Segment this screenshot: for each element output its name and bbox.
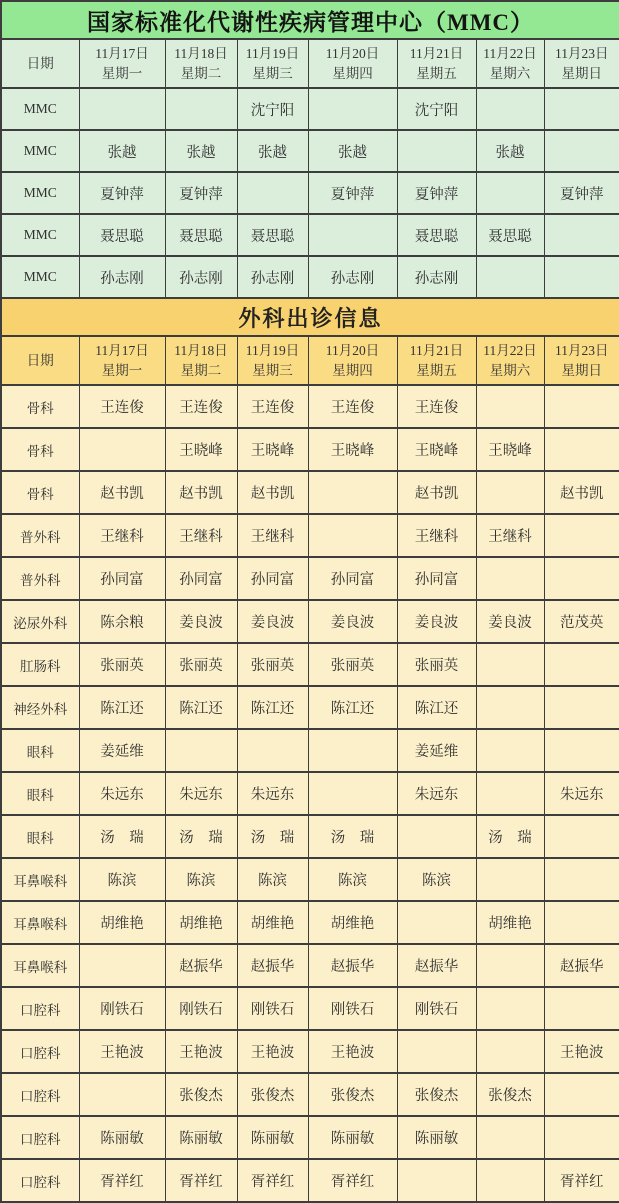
doctor-cell: 张丽英 <box>165 643 237 686</box>
doctor-cell <box>476 471 544 514</box>
doctor-cell: 陈丽敏 <box>308 1116 397 1159</box>
doctor-cell <box>544 858 619 901</box>
doctor-cell: 陈余粮 <box>79 600 165 643</box>
schedule-row <box>1 987 619 1030</box>
doctor-cell <box>308 88 397 130</box>
doctor-cell <box>544 1073 619 1116</box>
doctor-cell: 沈宁阳 <box>237 88 308 130</box>
doctor-cell <box>165 88 237 130</box>
date-text: 11月21日 <box>398 44 476 64</box>
date-text: 11月23日 <box>545 44 619 64</box>
weekday-text: 星期四 <box>309 361 397 381</box>
schedule-row <box>1 643 619 686</box>
schedule-row <box>1 557 619 600</box>
doctor-cell: 沈宁阳 <box>397 88 476 130</box>
doctor-cell <box>544 815 619 858</box>
doctor-cell: 王连俊 <box>237 385 308 428</box>
schedule-row <box>1 1159 619 1202</box>
surgery-section-title-row <box>1 298 619 336</box>
doctor-cell: 陈江还 <box>165 686 237 729</box>
doctor-cell: 姜良波 <box>476 600 544 643</box>
mmc-section-title-row <box>1 1 619 39</box>
doctor-cell: 陈江还 <box>237 686 308 729</box>
doctor-cell <box>476 729 544 772</box>
dept-cell: 普外科 <box>1 557 79 600</box>
doctor-cell: 胡维艳 <box>79 901 165 944</box>
date-header-cell <box>544 39 619 88</box>
doctor-cell <box>544 901 619 944</box>
date-header-cell <box>476 336 544 385</box>
date-header-cell <box>165 336 237 385</box>
doctor-cell: 王晓峰 <box>237 428 308 471</box>
weekday-text: 星期四 <box>309 64 397 84</box>
doctor-cell <box>79 88 165 130</box>
weekday-text: 星期五 <box>398 64 476 84</box>
date-header-cell <box>79 39 165 88</box>
doctor-cell: 刚铁石 <box>397 987 476 1030</box>
doctor-cell: 刚铁石 <box>308 987 397 1030</box>
schedule-row <box>1 471 619 514</box>
doctor-cell: 朱远东 <box>79 772 165 815</box>
schedule-row <box>1 256 619 298</box>
doctor-cell: 朱远东 <box>165 772 237 815</box>
doctor-cell: 孙志刚 <box>397 256 476 298</box>
doctor-cell: 王继科 <box>165 514 237 557</box>
doctor-cell <box>308 729 397 772</box>
dept-cell: 耳鼻喉科 <box>1 901 79 944</box>
doctor-cell: 王晓峰 <box>165 428 237 471</box>
schedule-row <box>1 428 619 471</box>
doctor-cell: 聂思聪 <box>165 214 237 256</box>
doctor-cell: 姜良波 <box>165 600 237 643</box>
dept-cell: 口腔科 <box>1 987 79 1030</box>
doctor-cell <box>476 172 544 214</box>
doctor-cell: 张俊杰 <box>397 1073 476 1116</box>
mmc-section-title: 国家标准化代谢性疾病管理中心（MMC） <box>1 1 619 39</box>
doctor-cell: 聂思聪 <box>476 214 544 256</box>
weekday-text: 星期日 <box>545 361 619 381</box>
schedule-row <box>1 901 619 944</box>
dept-cell: 泌尿外科 <box>1 600 79 643</box>
doctor-cell: 张丽英 <box>237 643 308 686</box>
doctor-cell: 夏钟萍 <box>79 172 165 214</box>
doctor-cell: 王晓峰 <box>308 428 397 471</box>
doctor-cell <box>397 130 476 172</box>
doctor-cell: 王晓峰 <box>476 428 544 471</box>
doctor-cell: 王继科 <box>79 514 165 557</box>
doctor-cell: 王连俊 <box>79 385 165 428</box>
doctor-cell <box>397 1030 476 1073</box>
doctor-cell: 陈丽敏 <box>79 1116 165 1159</box>
weekday-text: 星期二 <box>166 361 237 381</box>
date-text: 11月17日 <box>80 341 165 361</box>
doctor-cell <box>476 858 544 901</box>
date-header-row <box>1 336 619 385</box>
doctor-cell <box>476 256 544 298</box>
schedule-row <box>1 858 619 901</box>
doctor-cell: 陈滨 <box>308 858 397 901</box>
doctor-cell <box>476 987 544 1030</box>
date-text: 11月18日 <box>166 44 237 64</box>
date-header-cell <box>165 39 237 88</box>
doctor-cell: 王继科 <box>476 514 544 557</box>
doctor-cell: 张丽英 <box>308 643 397 686</box>
doctor-cell: 张丽英 <box>79 643 165 686</box>
doctor-cell: 张越 <box>476 130 544 172</box>
weekday-text: 星期日 <box>545 64 619 84</box>
date-header-cell <box>308 336 397 385</box>
doctor-cell: 孙同富 <box>397 557 476 600</box>
schedule-row <box>1 729 619 772</box>
date-label-cell: 日期 <box>1 336 79 385</box>
dept-cell: 眼科 <box>1 729 79 772</box>
doctor-cell: 聂思聪 <box>79 214 165 256</box>
doctor-cell: 孙同富 <box>165 557 237 600</box>
dept-cell: MMC <box>1 130 79 172</box>
dept-cell: 骨科 <box>1 471 79 514</box>
doctor-cell <box>476 557 544 600</box>
weekday-text: 星期五 <box>398 361 476 381</box>
schedule-table-body <box>1 1 619 1202</box>
doctor-cell: 陈滨 <box>165 858 237 901</box>
doctor-cell: 胡维艳 <box>165 901 237 944</box>
date-header-row <box>1 39 619 88</box>
doctor-cell <box>544 729 619 772</box>
doctor-cell: 姜延维 <box>79 729 165 772</box>
doctor-cell: 胥祥红 <box>544 1159 619 1202</box>
doctor-cell: 陈江还 <box>79 686 165 729</box>
doctor-cell: 张越 <box>165 130 237 172</box>
date-header-cell <box>237 336 308 385</box>
doctor-cell <box>476 1116 544 1159</box>
doctor-cell: 夏钟萍 <box>397 172 476 214</box>
schedule-row <box>1 130 619 172</box>
doctor-cell: 赵书凯 <box>397 471 476 514</box>
doctor-cell <box>544 1116 619 1159</box>
doctor-cell: 朱远东 <box>397 772 476 815</box>
doctor-cell <box>397 1159 476 1202</box>
schedule-row <box>1 600 619 643</box>
schedule-row <box>1 944 619 987</box>
dept-cell: 口腔科 <box>1 1073 79 1116</box>
doctor-cell: 胥祥红 <box>165 1159 237 1202</box>
doctor-cell <box>237 729 308 772</box>
doctor-cell: 胡维艳 <box>476 901 544 944</box>
doctor-cell: 赵振华 <box>544 944 619 987</box>
doctor-cell: 胥祥红 <box>308 1159 397 1202</box>
doctor-cell: 孙同富 <box>79 557 165 600</box>
dept-cell: 耳鼻喉科 <box>1 858 79 901</box>
doctor-cell <box>476 643 544 686</box>
doctor-cell: 孙同富 <box>308 557 397 600</box>
doctor-cell: 赵振华 <box>397 944 476 987</box>
doctor-cell: 范茂英 <box>544 600 619 643</box>
doctor-cell: 王连俊 <box>308 385 397 428</box>
schedule-row <box>1 88 619 130</box>
doctor-cell: 张俊杰 <box>476 1073 544 1116</box>
schedule-row <box>1 514 619 557</box>
doctor-cell: 姜良波 <box>397 600 476 643</box>
doctor-cell <box>544 214 619 256</box>
doctor-cell: 赵书凯 <box>79 471 165 514</box>
doctor-cell <box>476 1159 544 1202</box>
doctor-cell: 张越 <box>79 130 165 172</box>
doctor-cell <box>308 214 397 256</box>
doctor-cell: 张俊杰 <box>237 1073 308 1116</box>
doctor-cell <box>476 385 544 428</box>
schedule-row <box>1 385 619 428</box>
doctor-cell <box>165 729 237 772</box>
dept-cell: 耳鼻喉科 <box>1 944 79 987</box>
doctor-cell: 陈滨 <box>397 858 476 901</box>
date-header-cell <box>237 39 308 88</box>
doctor-cell: 王连俊 <box>397 385 476 428</box>
doctor-cell: 胥祥红 <box>79 1159 165 1202</box>
doctor-cell: 赵振华 <box>165 944 237 987</box>
doctor-cell <box>544 686 619 729</box>
date-header-cell <box>544 336 619 385</box>
schedule-row <box>1 686 619 729</box>
doctor-cell: 朱远东 <box>237 772 308 815</box>
doctor-cell <box>476 88 544 130</box>
doctor-cell: 汤 瑞 <box>237 815 308 858</box>
doctor-cell <box>476 686 544 729</box>
doctor-cell: 汤 瑞 <box>308 815 397 858</box>
date-text: 11月21日 <box>398 341 476 361</box>
doctor-cell: 王艳波 <box>79 1030 165 1073</box>
weekday-text: 星期一 <box>80 64 165 84</box>
doctor-cell: 王连俊 <box>165 385 237 428</box>
doctor-cell: 张俊杰 <box>165 1073 237 1116</box>
dept-cell: 口腔科 <box>1 1116 79 1159</box>
dept-cell: 肛肠科 <box>1 643 79 686</box>
doctor-cell: 夏钟萍 <box>308 172 397 214</box>
doctor-cell <box>544 987 619 1030</box>
dept-cell: MMC <box>1 256 79 298</box>
doctor-cell <box>476 944 544 987</box>
dept-cell: 神经外科 <box>1 686 79 729</box>
doctor-cell: 陈丽敏 <box>397 1116 476 1159</box>
doctor-cell: 张丽英 <box>397 643 476 686</box>
dept-cell: 骨科 <box>1 428 79 471</box>
doctor-cell <box>544 428 619 471</box>
dept-cell: 口腔科 <box>1 1030 79 1073</box>
doctor-cell <box>308 471 397 514</box>
dept-cell: 眼科 <box>1 772 79 815</box>
doctor-cell: 王艳波 <box>544 1030 619 1073</box>
surgery-section-title: 外科出诊信息 <box>1 298 619 336</box>
weekday-text: 星期六 <box>477 64 544 84</box>
date-header-cell <box>397 336 476 385</box>
dept-cell: 骨科 <box>1 385 79 428</box>
doctor-cell <box>237 172 308 214</box>
doctor-cell: 孙志刚 <box>237 256 308 298</box>
doctor-cell: 张越 <box>237 130 308 172</box>
doctor-cell: 赵振华 <box>237 944 308 987</box>
doctor-cell: 聂思聪 <box>397 214 476 256</box>
doctor-cell: 赵振华 <box>308 944 397 987</box>
doctor-cell: 姜延维 <box>397 729 476 772</box>
date-text: 11月20日 <box>309 341 397 361</box>
doctor-cell <box>308 514 397 557</box>
doctor-cell: 赵书凯 <box>544 471 619 514</box>
doctor-cell: 汤 瑞 <box>476 815 544 858</box>
doctor-cell: 刚铁石 <box>165 987 237 1030</box>
schedule-row <box>1 172 619 214</box>
doctor-cell: 姜良波 <box>237 600 308 643</box>
doctor-cell: 胡维艳 <box>308 901 397 944</box>
doctor-cell <box>544 88 619 130</box>
doctor-cell: 王继科 <box>237 514 308 557</box>
date-header-cell <box>397 39 476 88</box>
dept-cell: 眼科 <box>1 815 79 858</box>
doctor-cell: 姜良波 <box>308 600 397 643</box>
dept-cell: MMC <box>1 172 79 214</box>
doctor-cell: 夏钟萍 <box>544 172 619 214</box>
date-label-cell: 日期 <box>1 39 79 88</box>
weekday-text: 星期二 <box>166 64 237 84</box>
doctor-cell <box>544 256 619 298</box>
weekday-text: 星期一 <box>80 361 165 381</box>
doctor-cell <box>308 772 397 815</box>
doctor-cell: 陈丽敏 <box>165 1116 237 1159</box>
doctor-cell: 王艳波 <box>237 1030 308 1073</box>
doctor-cell: 王晓峰 <box>397 428 476 471</box>
schedule-row <box>1 1030 619 1073</box>
doctor-cell: 赵书凯 <box>237 471 308 514</box>
dept-cell: 普外科 <box>1 514 79 557</box>
doctor-cell <box>476 1030 544 1073</box>
dept-cell: MMC <box>1 88 79 130</box>
weekday-text: 星期六 <box>477 361 544 381</box>
schedule-row <box>1 1073 619 1116</box>
doctor-cell: 夏钟萍 <box>165 172 237 214</box>
doctor-cell: 陈滨 <box>79 858 165 901</box>
schedule-row <box>1 772 619 815</box>
doctor-cell <box>79 1073 165 1116</box>
doctor-cell <box>79 428 165 471</box>
doctor-cell: 陈江还 <box>397 686 476 729</box>
doctor-cell <box>79 944 165 987</box>
doctor-cell: 陈江还 <box>308 686 397 729</box>
date-text: 11月19日 <box>238 44 308 64</box>
doctor-cell: 赵书凯 <box>165 471 237 514</box>
date-header-cell <box>476 39 544 88</box>
doctor-cell: 王继科 <box>397 514 476 557</box>
doctor-cell <box>476 772 544 815</box>
doctor-cell <box>544 385 619 428</box>
date-text: 11月19日 <box>238 341 308 361</box>
date-text: 11月23日 <box>545 341 619 361</box>
doctor-cell <box>544 514 619 557</box>
doctor-cell: 王艳波 <box>308 1030 397 1073</box>
doctor-cell: 刚铁石 <box>237 987 308 1030</box>
doctor-cell: 汤 瑞 <box>79 815 165 858</box>
doctor-cell: 陈滨 <box>237 858 308 901</box>
weekday-text: 星期三 <box>238 64 308 84</box>
dept-cell: MMC <box>1 214 79 256</box>
doctor-cell <box>397 815 476 858</box>
date-text: 11月20日 <box>309 44 397 64</box>
date-text: 11月17日 <box>80 44 165 64</box>
doctor-cell: 孙志刚 <box>165 256 237 298</box>
doctor-cell: 汤 瑞 <box>165 815 237 858</box>
schedule-row <box>1 815 619 858</box>
weekday-text: 星期三 <box>238 361 308 381</box>
date-text: 11月22日 <box>477 341 544 361</box>
doctor-cell: 张越 <box>308 130 397 172</box>
doctor-cell <box>544 643 619 686</box>
doctor-cell: 胥祥红 <box>237 1159 308 1202</box>
doctor-cell: 孙志刚 <box>79 256 165 298</box>
schedule-row <box>1 214 619 256</box>
doctor-cell: 胡维艳 <box>237 901 308 944</box>
doctor-cell <box>397 901 476 944</box>
doctor-cell: 王艳波 <box>165 1030 237 1073</box>
date-text: 11月22日 <box>477 44 544 64</box>
doctor-cell: 张俊杰 <box>308 1073 397 1116</box>
date-header-cell <box>308 39 397 88</box>
doctor-cell: 刚铁石 <box>79 987 165 1030</box>
date-text: 11月18日 <box>166 341 237 361</box>
dept-cell: 口腔科 <box>1 1159 79 1202</box>
date-header-cell <box>79 336 165 385</box>
doctor-cell: 孙志刚 <box>308 256 397 298</box>
doctor-cell <box>544 130 619 172</box>
doctor-cell: 聂思聪 <box>237 214 308 256</box>
doctor-cell <box>544 557 619 600</box>
doctor-cell: 陈丽敏 <box>237 1116 308 1159</box>
doctor-cell: 孙同富 <box>237 557 308 600</box>
schedule-row <box>1 1116 619 1159</box>
doctor-cell: 朱远东 <box>544 772 619 815</box>
